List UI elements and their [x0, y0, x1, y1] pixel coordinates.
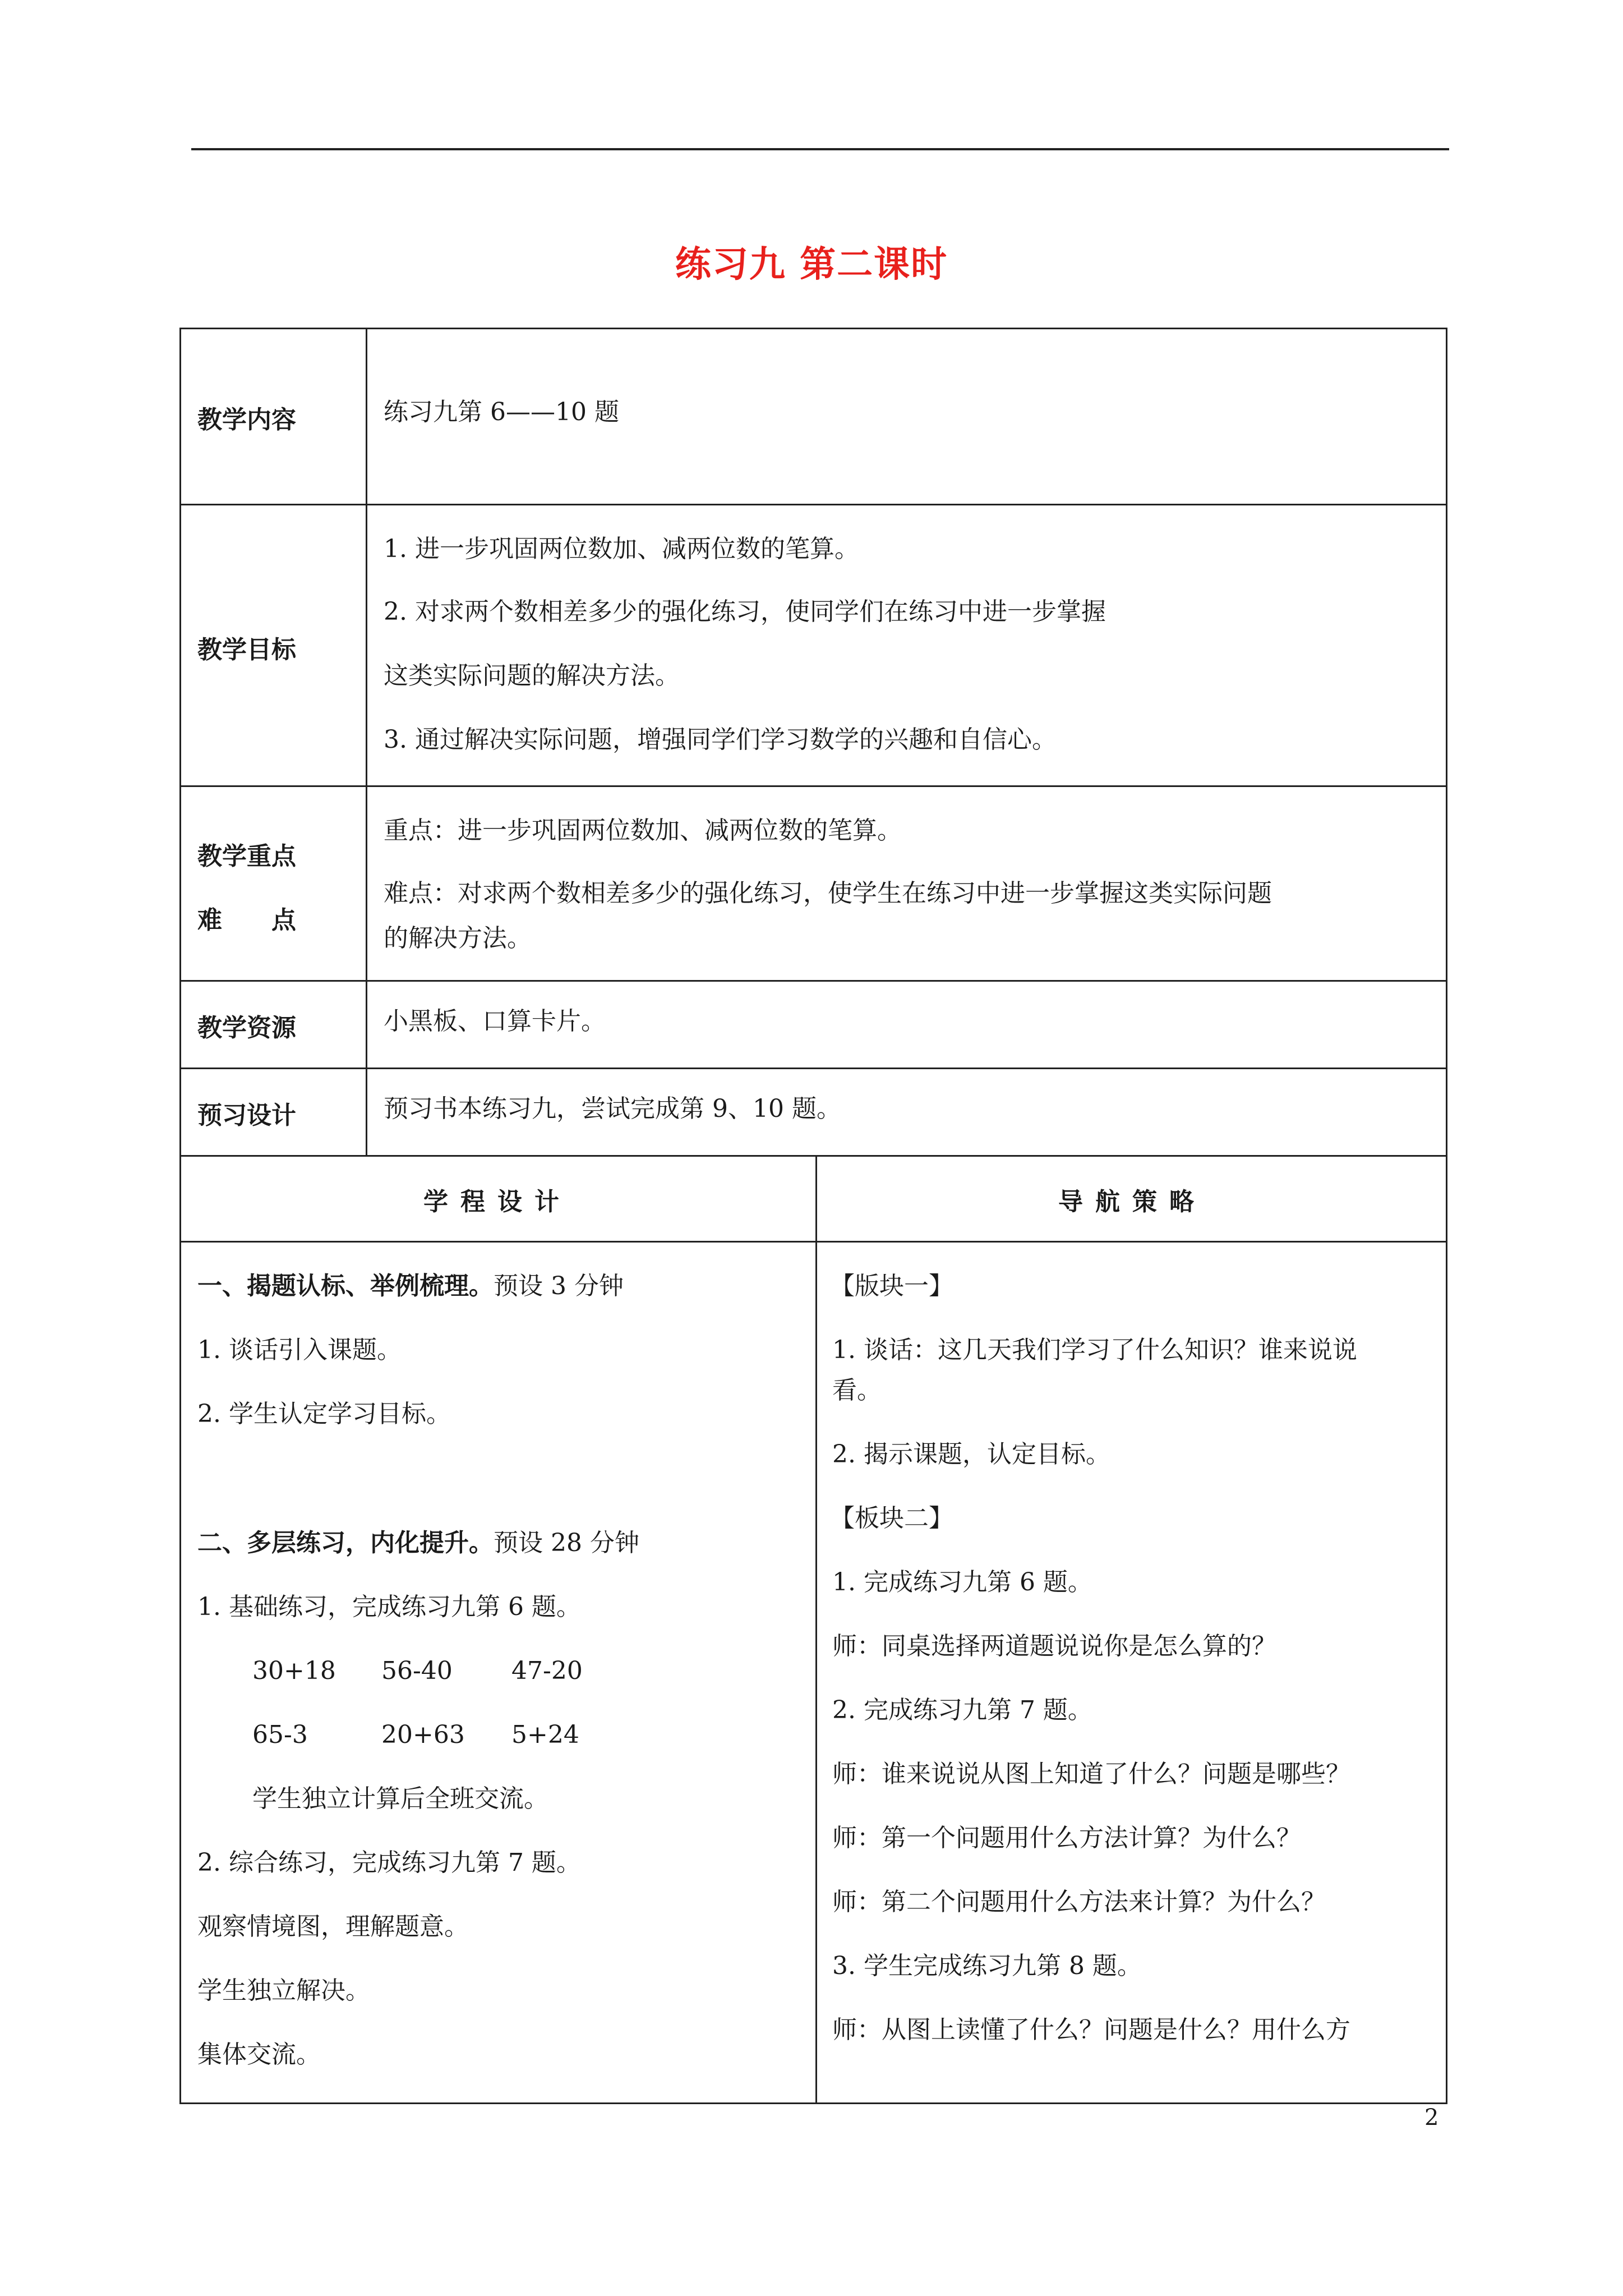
math-expression: 47-20	[511, 1657, 583, 1685]
resources-label: 教学资源	[197, 1014, 296, 1042]
content-text: 练习九第 6——10 题	[384, 398, 619, 426]
difficulty-label: 难 点	[197, 906, 296, 935]
row-divider	[179, 504, 1447, 505]
indent-note: 学生独立计算后全班交流。	[252, 1784, 548, 1813]
keypoint-text: 重点：进一步巩固两位数加、减两位数的笔算。	[384, 816, 902, 845]
list-item: 观察情境图，理解题意。	[197, 1912, 469, 1941]
math-expression: 20+63	[381, 1720, 465, 1749]
math-expression: 30+18	[252, 1657, 336, 1685]
strategy-line: 3. 学生完成练习九第 8 题。	[832, 1952, 1142, 1980]
block-2-heading: 【板块二】	[830, 1504, 953, 1533]
column-divider	[815, 1155, 817, 2104]
strategy-line: 师：同桌选择两道题说说你是怎么算的？	[832, 1632, 1276, 1660]
goal-line: 2. 对求两个数相差多少的强化练习，使同学们在练习中进一步掌握	[384, 597, 1106, 626]
row-divider	[179, 980, 1447, 982]
goal-line: 1. 进一步巩固两位数加、减两位数的笔算。	[384, 535, 859, 563]
list-item: 集体交流。	[197, 2040, 321, 2069]
resources-text: 小黑板、口算卡片。	[384, 1007, 606, 1036]
page-number: 2	[1424, 2105, 1439, 2131]
page-title: 练习九 第二课时	[675, 244, 948, 286]
difficulty-text-cont: 的解决方法。	[384, 924, 532, 953]
goals-label: 教学目标	[197, 636, 296, 664]
keypoint-label: 教学重点	[197, 842, 296, 871]
row-divider	[179, 785, 1447, 787]
math-expression: 5+24	[511, 1720, 579, 1749]
strategy-line: 1. 谈话：这几天我们学习了什么知识？谁来说说	[832, 1336, 1357, 1364]
header-divider	[179, 1241, 1447, 1243]
label-column-divider	[366, 328, 367, 1157]
list-item: 学生独立解决。	[197, 1976, 370, 2005]
math-expression: 56-40	[381, 1657, 453, 1685]
strategy-line: 2. 揭示课题，认定目标。	[832, 1440, 1110, 1469]
header-rule	[191, 148, 1449, 150]
strategy-line: 1. 完成练习九第 6 题。	[832, 1568, 1092, 1596]
preview-label: 预习设计	[197, 1101, 296, 1130]
goal-line: 这类实际问题的解决方法。	[384, 661, 680, 690]
block-1-heading: 【版块一】	[830, 1272, 953, 1300]
strategy-line: 师：谁来说说从图上知道了什么？问题是哪些？	[832, 1760, 1350, 1788]
list-item: 1. 基础练习，完成练习九第 6 题。	[197, 1593, 581, 1621]
left-column-header: 学程设计	[423, 1188, 571, 1216]
strategy-line: 师：第二个问题用什么方法来计算？为什么？	[832, 1888, 1326, 1916]
preview-text: 预习书本练习九，尝试完成第 9、10 题。	[384, 1094, 841, 1123]
section-2-title: 二、多层练习，内化提升。	[197, 1529, 494, 1557]
strategy-line-cont: 看。	[832, 1376, 882, 1405]
list-item: 2. 学生认定学习目标。	[197, 1400, 451, 1428]
right-column-header: 导航策略	[1058, 1188, 1206, 1216]
strategy-line: 师：第一个问题用什么方法计算？为什么？	[832, 1824, 1301, 1852]
strategy-line: 师：从图上读懂了什么？问题是什么？用什么方	[832, 2016, 1350, 2044]
strategy-line: 2. 完成练习九第 7 题。	[832, 1696, 1092, 1724]
goal-line: 3. 通过解决实际问题，增强同学们学习数学的兴趣和自信心。	[384, 725, 1057, 754]
section-1-title: 一、揭题认标、举例梳理。	[197, 1272, 494, 1300]
section-2	[197, 1526, 639, 1561]
difficulty-text: 难点：对求两个数相差多少的强化练习，使学生在练习中进一步掌握这类实际问题	[384, 879, 1272, 908]
section-2-time: 预设 28 分钟	[494, 1529, 639, 1557]
section-1	[197, 1269, 624, 1304]
list-item: 2. 综合练习，完成练习九第 7 题。	[197, 1848, 581, 1877]
math-expression: 65-3	[252, 1720, 308, 1749]
section-1-time: 预设 3 分钟	[494, 1272, 624, 1300]
content-label: 教学内容	[197, 406, 296, 434]
row-divider	[179, 1068, 1447, 1069]
list-item: 1. 谈话引入课题。	[197, 1336, 402, 1364]
